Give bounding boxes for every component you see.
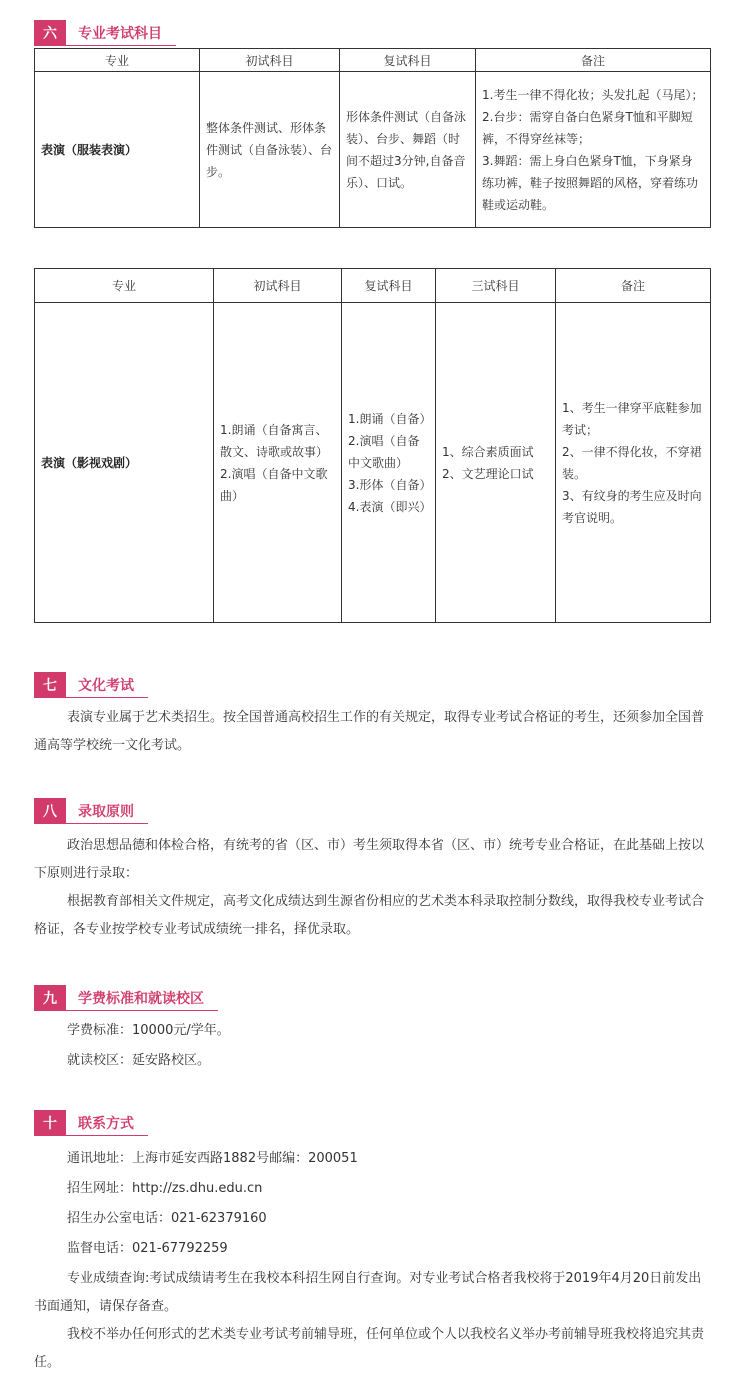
admission-principles-text: [34, 832, 712, 944]
cell-line: 2.演唱（自备中文歌曲）: [220, 466, 328, 503]
paragraph: 表演专业属于艺术类招生。按全国普通高校招生工作的有关规定，取得专业考试合格证的考生，还须参加全国普通高等学校统一文化考试。: [34, 710, 705, 753]
paragraph: 专业成绩查询:考试成绩请考生在我校本科招生网自行查询。对专业考试合格者我校将于2019年4月20日前发出书面通知，请保存备查。: [34, 1271, 702, 1314]
section-8-header: [34, 798, 148, 824]
cell-line: 4.表演（即兴）: [348, 499, 432, 514]
cell-second: 形体条件测试（自备泳装）、台步、舞蹈（时间不超过3分钟,自备音乐）、口试。: [340, 72, 476, 228]
header-notes: 备注: [556, 269, 711, 303]
section-6-header: [34, 20, 176, 46]
note-line: 3、有纹身的考生应及时向考官说明。: [562, 488, 702, 525]
section-7-header: [34, 672, 148, 698]
header-first: 初试科目: [200, 49, 340, 72]
cell-notes: [556, 303, 711, 623]
note-line: 2、一律不得化妆，不穿裙装。: [562, 444, 702, 481]
section-number: 六: [34, 20, 66, 46]
header-first: 初试科目: [214, 269, 342, 303]
website-line: 招生网址：http://zs.dhu.edu.cn: [67, 1181, 263, 1196]
note-line: 1、考生一律穿平底鞋参加考试；: [562, 400, 702, 437]
contact-info: [67, 1144, 358, 1264]
cell-line: 1、综合素质面试: [442, 444, 534, 459]
section-number: 七: [34, 672, 66, 698]
cell-third: [436, 303, 556, 623]
address-line: 通讯地址：上海市延安西路1882号邮编：200051: [67, 1151, 358, 1166]
section-10-header: [34, 1110, 148, 1136]
table-row: [35, 72, 711, 228]
header-third: 三试科目: [436, 269, 556, 303]
header-major: 专业: [35, 269, 214, 303]
header-second: 复试科目: [342, 269, 436, 303]
exam-table-fashion: [34, 48, 711, 228]
table-row: [35, 303, 711, 623]
section-number: 九: [34, 985, 66, 1011]
cell-first: [214, 303, 342, 623]
paragraph: 我校不举办任何形式的艺术类专业考试考前辅导班，任何单位或个人以我校名义举办考前辅导班我校将追究其责任。: [34, 1327, 705, 1370]
section-title: 联系方式: [66, 1110, 148, 1136]
table-header-row: [35, 49, 711, 72]
header-notes: 备注: [476, 49, 711, 72]
cell-first: 整体条件测试、形体条件测试（自备泳装）、台步。: [200, 72, 340, 228]
exam-table-drama: [34, 268, 711, 623]
section-title: 专业考试科目: [66, 20, 176, 46]
section-number: 十: [34, 1110, 66, 1136]
section-9-header: [34, 985, 218, 1011]
section-number: 八: [34, 798, 66, 824]
section-title: 文化考试: [66, 672, 148, 698]
cell-major: 表演（影视戏剧）: [35, 303, 214, 623]
cell-line: 2、文艺理论口试: [442, 466, 534, 481]
section-title: 录取原则: [66, 798, 148, 824]
header-second: 复试科目: [340, 49, 476, 72]
contact-notes: [34, 1265, 712, 1377]
cell-notes: [476, 72, 711, 228]
paragraph: 根据教育部相关文件规定，高考文化成绩达到生源省份相应的艺术类本科录取控制分数线，取得我校专业考试合格证，各专业按学校专业考试成绩统一排名，择优录取。: [34, 894, 705, 937]
cell-line: 1.朗诵（自备寓言、散文、诗歌或故事）: [220, 422, 329, 459]
culture-exam-text: [34, 704, 712, 760]
supervision-phone-line: 监督电话：021-67792259: [67, 1241, 228, 1256]
table-header-row: [35, 269, 711, 303]
header-major: 专业: [35, 49, 200, 72]
cell-second: [342, 303, 436, 623]
office-phone-line: 招生办公室电话：021-62379160: [67, 1211, 267, 1226]
tuition-line: 学费标准：10000元/学年。: [67, 1023, 230, 1038]
tuition-campus-info: [67, 1016, 230, 1076]
cell-line: 3.形体（自备）: [348, 477, 432, 492]
paragraph: 政治思想品德和体检合格，有统考的省（区、市）考生须取得本省（区、市）统考专业合格证，在此基础上按以下原则进行录取：: [34, 838, 705, 881]
section-title: 学费标准和就读校区: [66, 985, 218, 1011]
campus-line: 就读校区：延安路校区。: [67, 1053, 211, 1068]
note-line: 1.考生一律不得化妆；头发扎起（马尾）；: [482, 87, 704, 102]
note-line: 2.台步：需穿自备白色紧身T恤和平脚短裤，不得穿丝袜等；: [482, 109, 693, 146]
note-line: 3.舞蹈：需上身白色紧身T恤，下身紧身练功裤，鞋子按照舞蹈的风格，穿着练功鞋或运动鞋。: [482, 153, 699, 212]
cell-major: 表演（服装表演）: [35, 72, 200, 228]
cell-line: 1.朗诵（自备）: [348, 411, 432, 426]
cell-line: 2.演唱（自备中文歌曲）: [348, 433, 420, 470]
